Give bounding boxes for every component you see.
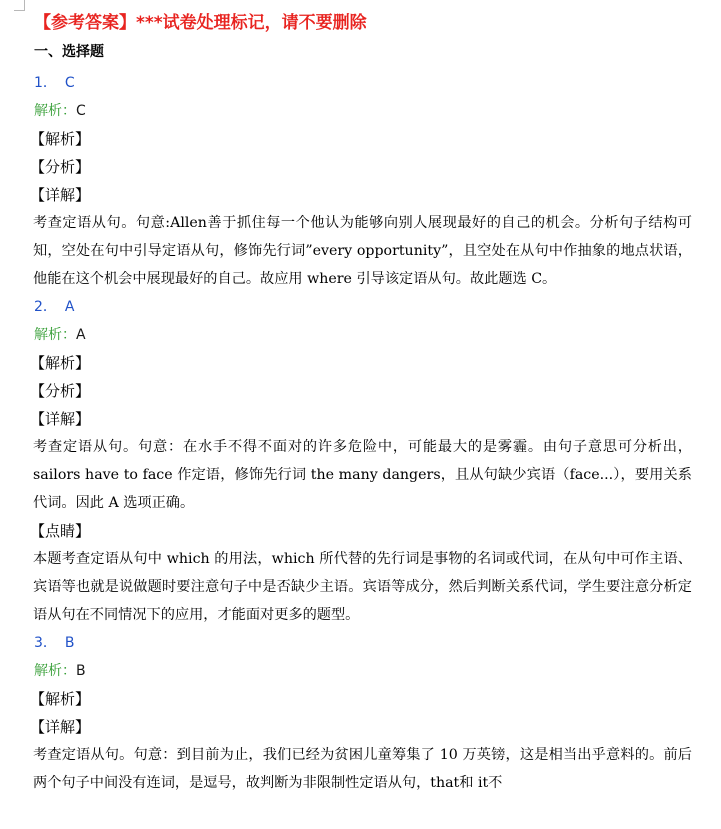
- label-xiangjie: 【详解】: [30, 410, 91, 428]
- question-answer: B: [64, 635, 75, 651]
- question-2-detail: 考查定语从句。句意：在水手不得不面对的许多危险中，可能最大的是雾霾。由句子意思可分析出，sailors have to face 作定语，修饰先行词 the many dangers，且从句缺少宾语（face...），要用关系代词。因此 A 选项正确。: [33, 439, 692, 511]
- label-jiexi: 【解析】: [30, 690, 91, 708]
- question-answer: A: [64, 299, 75, 315]
- label-xiangjie: 【详解】: [30, 186, 91, 204]
- label-jiexi: 【解析】: [30, 354, 91, 372]
- label-jiexi: 【解析】: [30, 130, 91, 148]
- jiexi-label: 解析：: [34, 103, 76, 119]
- label-xiangjie: 【详解】: [30, 718, 91, 736]
- label-fenxi: 【分析】: [30, 158, 91, 176]
- jiexi-answer: C: [76, 103, 86, 119]
- question-number: 3．: [34, 635, 57, 651]
- question-1-number: [34, 69, 703, 97]
- question-2-number: [34, 293, 703, 321]
- question-3-detail: 考查定语从句。句意：到目前为止，我们已经为贫困儿童筹集了 10 万英镑，这是相当出乎意料的。前后两个句子中间没有连词，是逗号，故判断为非限制性定语从句，that和 it不: [33, 747, 692, 791]
- question-3-number: [34, 629, 703, 657]
- answer-key-header: 【参考答案】***试卷处理标记，请不要删除: [34, 13, 367, 33]
- label-dianjing: 【点睛】: [30, 522, 91, 540]
- question-number: 1．: [34, 75, 57, 91]
- question-2-jiexi: [34, 321, 703, 349]
- question-1-detail: 考查定语从句。句意:Allen善于抓住每一个他认为能够向别人展现最好的自己的机会。分析句子结构可知，空处在句中引导定语从句，修饰先行词”every opportunity”，且空处在从句中作抽象的地点状语，他能在这个机会中展现最好的自己。故应用 where 引导该定语从句。故此题选 C。: [33, 215, 692, 287]
- jiexi-label: 解析：: [34, 327, 76, 343]
- jiexi-label: 解析：: [34, 663, 76, 679]
- question-answer: C: [64, 75, 75, 91]
- jiexi-answer: A: [76, 327, 86, 343]
- question-number: 2．: [34, 299, 57, 315]
- question-2-dianjing: 本题考查定语从句中 which 的用法，which 所代替的先行词是事物的名词或代词，在从句中可作主语、宾语等也就是说做题时要注意句子中是否缺少主语。宾语等成分，然后判断关系代词，学生要注意分析定语从句在不同情况下的应用，才能面对更多的题型。: [33, 551, 692, 623]
- page-corner-mark: [14, 0, 25, 11]
- jiexi-answer: B: [76, 663, 86, 679]
- question-3-jiexi: [34, 657, 703, 685]
- label-fenxi: 【分析】: [30, 382, 91, 400]
- question-1-jiexi: [34, 97, 703, 125]
- section-title: 一、选择题: [34, 44, 104, 60]
